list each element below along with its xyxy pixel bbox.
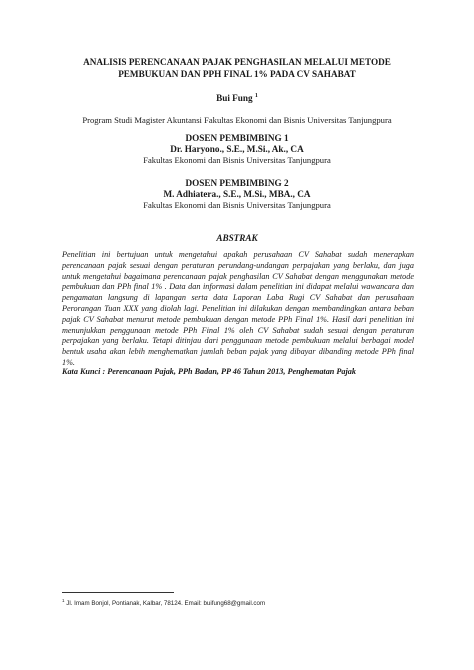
supervisor-1-institution: Fakultas Ekonomi dan Bisnis Universitas Tanjungpura	[143, 155, 331, 165]
footnote-divider	[62, 592, 174, 593]
abstract-heading: ABSTRAK	[216, 233, 258, 243]
footnote	[62, 597, 422, 607]
supervisor-2	[20, 178, 454, 211]
author-name-text: Bui Fung	[216, 93, 253, 103]
author-footnote-mark: 1	[254, 92, 258, 99]
title-line-1: ANALISIS PERENCANAAN PAJAK PENGHASILAN MELALUI METODE	[83, 57, 391, 67]
supervisor-1-heading: DOSEN PEMBIMBING 1	[185, 133, 289, 143]
paper-title	[40, 56, 434, 80]
supervisor-1	[20, 133, 454, 166]
supervisor-2-institution: Fakultas Ekonomi dan Bisnis Universitas Tanjungpura	[143, 200, 331, 210]
supervisor-2-name: M. Adhiatera., S.E., M.Si., MBA., CA	[163, 189, 311, 199]
abstract-body	[62, 250, 414, 369]
abstract-text: Penelitian ini bertujuan untuk mengetahui apakah perusahaan CV Sahabat sudah menerapkan perencanaan pajak sesuai dengan peraturan perundang-undangan perpajakan yang berlaku, dan juga untuk mengetahui bagaimana perencanaan pajak penghasilan CV Sahabat dengan menggunakan metode pembukuan dan PPh final 1% . Data dan informasi dalam penelitian ini didapat melalui wawancara dan pengamatan langsung di lapangan serta data Laporan Laba Rugi CV Sahabat dan perusahaan Perorangan Tuan XXX yang diolah lagi. Penelitian ini dilakukan dengan membandingkan antara beban pajak CV Sahabat menurut metode pembukuan dengan metode PPh Final 1%. Hasil dari penelitian ini menunjukkan penggunaan metode PPh Final 1% oleh CV Sahabat sudah sesuai dengan peraturan perpajakan yang berlaku. Tetapi ditinjau dari penggunaan metode pembukuan melalui berbagai model bentuk usaha akan lebih menghematkan jumlah beban pajak yang dibayar dibanding metode PPh final 1%.	[62, 250, 414, 367]
supervisor-2-heading: DOSEN PEMBIMBING 2	[185, 178, 289, 188]
author-affiliation: Program Studi Magister Akuntansi Fakultas Ekonomi dan Bisnis Universitas Tanjungpura	[82, 115, 392, 125]
footnote-text: Jl. Imam Bonjol, Pontianak, Kalbar, 78124. Email: buifung68@gmail.com	[64, 600, 266, 607]
author-name	[0, 93, 474, 103]
footnote-mark: 1	[62, 597, 65, 603]
keywords: Kata Kunci : Perencanaan Pajak, PPh Badan, PP 46 Tahun 2013, Penghematan Pajak	[62, 367, 356, 376]
supervisor-1-name: Dr. Haryono., S.E., M.Si., Ak., CA	[170, 144, 304, 154]
title-line-2: PEMBUKUAN DAN PPH FINAL 1% PADA CV SAHABAT	[118, 69, 356, 79]
